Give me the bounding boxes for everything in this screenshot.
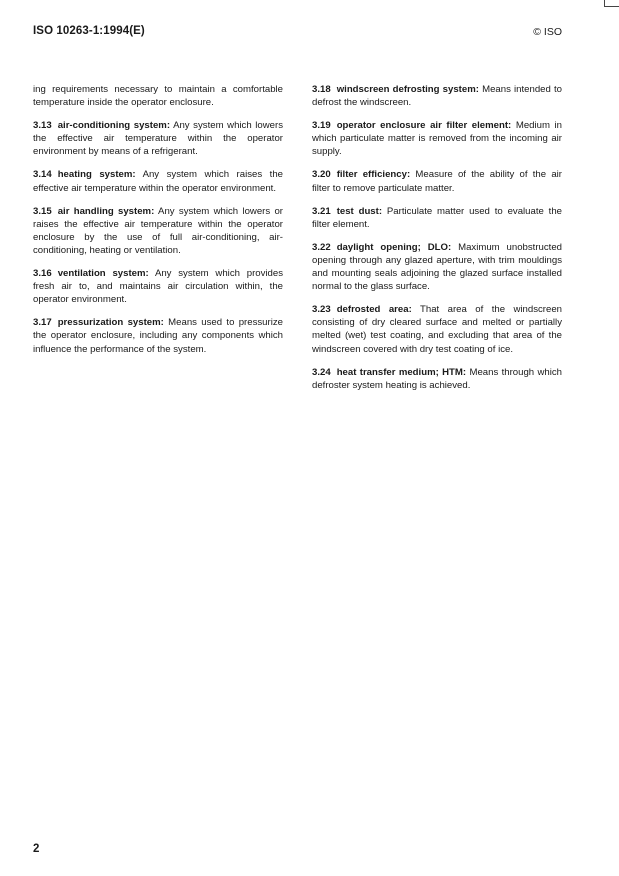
page-number: 2 [33,843,40,855]
clause-number: 3.22 [312,241,331,253]
clause-3-16 [33,267,283,306]
clause-3-18 [312,83,562,109]
clause-3-15 [33,205,283,257]
clause-number: 3.15 [33,205,52,217]
clause-number: 3.23 [312,304,331,316]
clause-definition: That area of the windscreen consisting of dry cleared surface and melted or partially melted (wet) test coating, and excluding that area of the windscreen covered with dry test coating of ice. [312,304,562,355]
clause-number: 3.18 [312,84,331,95]
clause-number: 3.17 [33,317,52,329]
clause-number: 3.19 [312,120,331,132]
continuation-paragraph: ing requirements necessary to maintain a comfortable temperature inside the operator enclosure. [33,84,283,109]
standard-reference: ISO 10263-1:1994(E) [33,25,145,37]
clause-definition: Means intended to defrost the windscreen. [312,84,562,109]
copyright-notice: © ISO [533,26,562,38]
clause-term: test dust: [336,205,383,217]
clause-definition: Maximum unobstructed opening through any glazed aperture, with trim mouldings and mounting seals adjoining the glazed surface installed normal to the glass surface. [312,241,562,293]
clause-3-14 [33,168,283,194]
clause-3-19 [312,119,562,158]
clause-term: heat transfer medium; HTM: [336,366,467,378]
clause-3-24 [312,366,562,392]
left-column [33,83,283,366]
clause-definition: Medium in which particulate matter is removed from the incoming air supply. [312,120,563,158]
clause-definition: Any system which lowers or raises the effective air temperature within the operator enclosure by the use of full air-conditioning, air-conditioning, heating or ventilation. [33,205,283,256]
clause-definition: Measure of the ability of the air filter to remove particulate matter. [312,169,562,194]
clause-3-17 [33,316,283,355]
clause-term: defrosted area: [336,304,412,316]
clause-definition: Means used to pressurize the operator enclosure, including any components which influence the performance of the system. [33,317,283,355]
clause-term: filter efficiency: [336,169,411,181]
clause-term: windscreen defrosting system: [336,84,479,95]
clause-term: operator enclosure air filter element: [336,120,512,132]
clause-definition: Means through which defroster system heating is achieved. [312,366,562,391]
clause-number: 3.24 [312,366,331,378]
clause-term: air-conditioning system: [57,120,171,132]
clause-term: daylight opening; DLO: [336,241,452,253]
clause-number: 3.16 [33,268,52,280]
clause-number: 3.20 [312,169,331,181]
clause-definition: Particulate matter used to evaluate the filter element. [312,205,563,230]
clause-3-20 [312,168,562,194]
clause-3-22 [312,241,562,293]
clause-term: heating system: [57,169,136,181]
clause-3-21 [312,205,562,231]
clause-number: 3.14 [33,169,52,181]
clause-term: ventilation system: [57,268,149,280]
clause-number: 3.13 [33,120,52,132]
right-column [312,83,562,402]
clause-3-23 [312,303,562,355]
clause-3-13 [33,119,283,158]
corner-crop-mark [604,0,619,7]
clause-definition: Any system which lowers the effective air temperature within the operator environment by means of a refrigerant. [33,120,283,158]
clause-definition: Any system which provides fresh air to, and maintains air circulation within, the operator environment. [33,268,283,306]
clause-definition: Any system which raises the effective air temperature within the operator environment. [33,169,283,194]
clause-term: pressurization system: [57,317,164,329]
clause-term: air handling system: [57,205,155,217]
clause-number: 3.21 [312,205,331,217]
